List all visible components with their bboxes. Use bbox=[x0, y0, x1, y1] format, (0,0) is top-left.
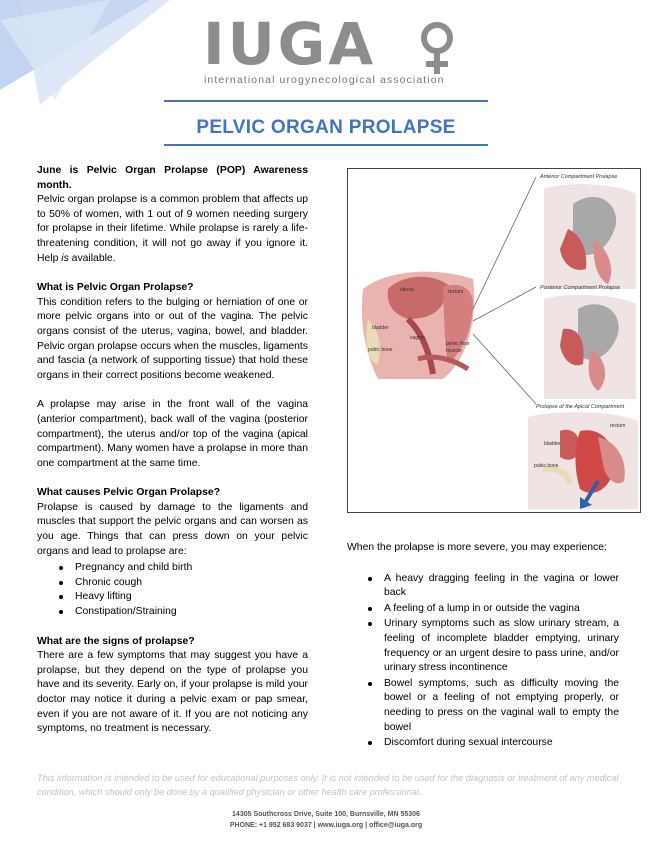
list-item: Chronic cough bbox=[37, 576, 308, 591]
list-item: A heavy dragging feeling in the vagina or lower back bbox=[347, 572, 619, 601]
causes-text: Prolapse is caused by damage to the ligaments and muscles that support the pelvic organs and can worsen as you age. Things that can press down on your pelvic organs and lead to prolapse are: bbox=[37, 501, 308, 557]
female-symbol-icon bbox=[417, 20, 457, 76]
arrow-posterior bbox=[473, 287, 536, 321]
label-muscle: muscle bbox=[446, 348, 462, 354]
list-item: Urinary symptoms such as slow urinary stream, a feeling of incomplete bladder emptying, urinary frequency or an urgent desire to pass urine, and/or urinary stress incontinence bbox=[347, 617, 619, 675]
anatomy-diagram bbox=[348, 169, 640, 512]
title-rule-top bbox=[164, 100, 488, 102]
anterior-panel bbox=[544, 184, 636, 289]
label-posterior: Posterior Compartment Prolapse bbox=[540, 285, 621, 291]
list-item: Bowel symptoms, such as difficulty moving the bowel or a feeling of not emptying properly, or needing to press on the vaginal wall to empty the bowel bbox=[347, 677, 619, 735]
label-bladder: bladder bbox=[372, 325, 389, 331]
list-item: Pregnancy and child birth bbox=[37, 561, 308, 576]
intro-heading: June is Pelvic Organ Prolapse (POP) Awareness month. bbox=[37, 165, 308, 191]
posterior-panel bbox=[544, 295, 636, 399]
label-uterus: uterus bbox=[400, 287, 414, 293]
arrow-apical bbox=[473, 334, 536, 404]
what-is-p1: This condition refers to the bulging or herniation of one or more pelvic organs into or out of the vagina. The pelvic organs consist of the uterus, vagina, bowel, and bladder. Pelvic organ prolapse occurs when the muscles, ligaments and fascia (a network of supporting tissue) that hold these organs in their correct positions become weakened. bbox=[37, 296, 308, 381]
label-anterior: Anterior Compartment Prolapse bbox=[540, 174, 618, 180]
list-item: Constipation/Straining bbox=[37, 605, 308, 620]
what-is-heading: What is Pelvic Organ Prolapse? bbox=[37, 282, 194, 294]
footer-contact: PHONE: +1 952 683 9037 | www.iuga.org | office@iuga.org bbox=[229, 822, 423, 829]
apical-panel bbox=[528, 412, 638, 509]
prolapse-illustration bbox=[347, 168, 641, 513]
label-rectum: rectum bbox=[448, 289, 464, 295]
footer-address: 14305 Southcross Drive, Suite 100, Burnsville, MN 55306 bbox=[232, 811, 420, 818]
list-item: A feeling of a lump in or outside the vagina bbox=[347, 602, 619, 617]
label-bladder-apical: bladder bbox=[544, 441, 561, 447]
iuga-logo bbox=[203, 10, 463, 86]
severe-intro: When the prolapse is more severe, you may experience: bbox=[347, 542, 607, 553]
title-rule-bottom bbox=[164, 144, 488, 146]
intro-text: Pelvic organ prolapse is a common problem that affects up to 50% of women, with 1 out of 9 women needing surgery for prolapse in their lifetime. While prolapse is rarely a life-threatening condition, it will not go away if you ignore it. Help is available. bbox=[37, 194, 308, 264]
logo-wordmark: IUGA bbox=[203, 10, 377, 78]
main-anatomy bbox=[362, 272, 474, 379]
arrow-anterior bbox=[473, 177, 536, 309]
causes-list bbox=[37, 561, 308, 619]
signs-text: There are a few symptoms that may suggest you have a prolapse, but they depend on the type of prolapse you have and its severity. Early on, if your prolapse is mild your doctor may notice it during a pelvic exam or pap smear, even if you are not aware of it. If you are not noticing any symptoms, no treatment is necessary. bbox=[37, 650, 308, 735]
signs-heading: What are the signs of prolapse? bbox=[37, 635, 195, 647]
corner-decoration bbox=[0, 0, 170, 110]
label-rectum-apical: rectum bbox=[610, 423, 626, 429]
severe-list bbox=[347, 572, 619, 751]
right-column bbox=[347, 541, 619, 752]
disclaimer: This information is intended to be used for educational purposes only. It is not intended to be used for the diagnosis or treatment of any medical condition, which should only be done by a qualified physician or other health care professional. bbox=[37, 773, 619, 797]
label-pelvic-floor: pelvic floor bbox=[446, 341, 470, 347]
left-column bbox=[37, 164, 308, 737]
label-pubic-bone-apical: pubic bone bbox=[534, 463, 559, 469]
label-pubic-bone: pubic bone bbox=[368, 347, 393, 353]
what-is-p2: A prolapse may arise in the front wall of the vagina (anterior compartment), back wall of the vagina (posterior compartment), the uterus and/or top of the vagina (apical compartment). Many women have a prolapse in more than one compartment at the same time. bbox=[37, 399, 308, 469]
causes-heading: What causes Pelvic Organ Prolapse? bbox=[37, 487, 221, 499]
label-apical: Prolapse of the Apical Compartment bbox=[536, 404, 625, 410]
list-item: Discomfort during sexual intercourse bbox=[347, 736, 619, 751]
logo-subtitle: international urogynecological association bbox=[204, 74, 445, 86]
list-item: Heavy lifting bbox=[37, 590, 308, 605]
page-title: PELVIC ORGAN PROLAPSE bbox=[196, 117, 456, 138]
label-vagina: vagina bbox=[410, 335, 425, 341]
